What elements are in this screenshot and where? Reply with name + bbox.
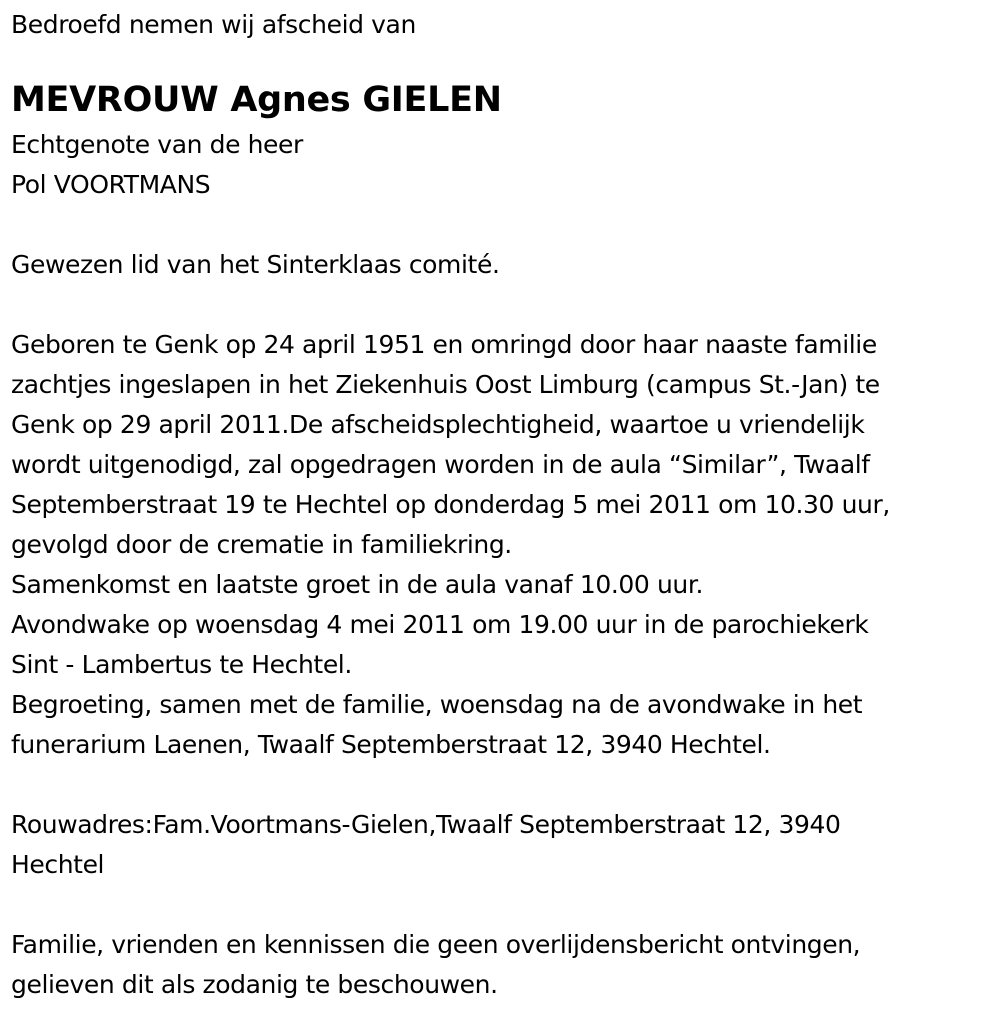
obituary-document bbox=[11, 5, 986, 1005]
spouse-line: Pol VOORTMANS bbox=[11, 170, 211, 199]
address-line: Rouwadres:Fam.Voortmans-Gielen,Twaalf Septemberstraat 12, 3940 bbox=[11, 810, 841, 839]
details-line: zachtjes ingeslapen in het Ziekenhuis Oost Limburg (campus St.-Jan) te bbox=[11, 370, 880, 399]
details-line: Sint - Lambertus te Hechtel. bbox=[11, 650, 352, 679]
details-line: Avondwake op woensdag 4 mei 2011 om 19.00 uur in de parochiekerk bbox=[11, 610, 869, 639]
closing-line: gelieven dit als zodanig te beschouwen. bbox=[11, 970, 498, 999]
details-line: wordt uitgenodigd, zal opgedragen worden in de aula “Similar”, Twaalf bbox=[11, 450, 870, 479]
details-line: funerarium Laenen, Twaalf Septemberstraat 12, 3940 Hechtel. bbox=[11, 730, 771, 759]
details-line: Begroeting, samen met de familie, woensdag na de avondwake in het bbox=[11, 690, 863, 719]
details-line: Samenkomst en laatste groet in de aula vanaf 10.00 uur. bbox=[11, 570, 703, 599]
deceased-name: MEVROUW Agnes GIELEN bbox=[11, 80, 502, 120]
details-line: Septemberstraat 19 te Hechtel op donderdag 5 mei 2011 om 10.30 uur, bbox=[11, 490, 890, 519]
closing-line: Familie, vrienden en kennissen die geen overlijdensbericht ontvingen, bbox=[11, 930, 861, 959]
address-line: Hechtel bbox=[11, 850, 105, 879]
membership-text: Gewezen lid van het Sinterklaas comité. bbox=[11, 250, 500, 279]
details-line: Geboren te Genk op 24 april 1951 en omringd door haar naaste familie bbox=[11, 330, 877, 359]
spouse-line: Echtgenote van de heer bbox=[11, 130, 303, 159]
details-line: Genk op 29 april 2011.De afscheidsplechtigheid, waartoe u vriendelijk bbox=[11, 410, 865, 439]
details-line: gevolgd door de crematie in familiekring. bbox=[11, 530, 512, 559]
intro-text: Bedroefd nemen wij afscheid van bbox=[11, 10, 416, 39]
